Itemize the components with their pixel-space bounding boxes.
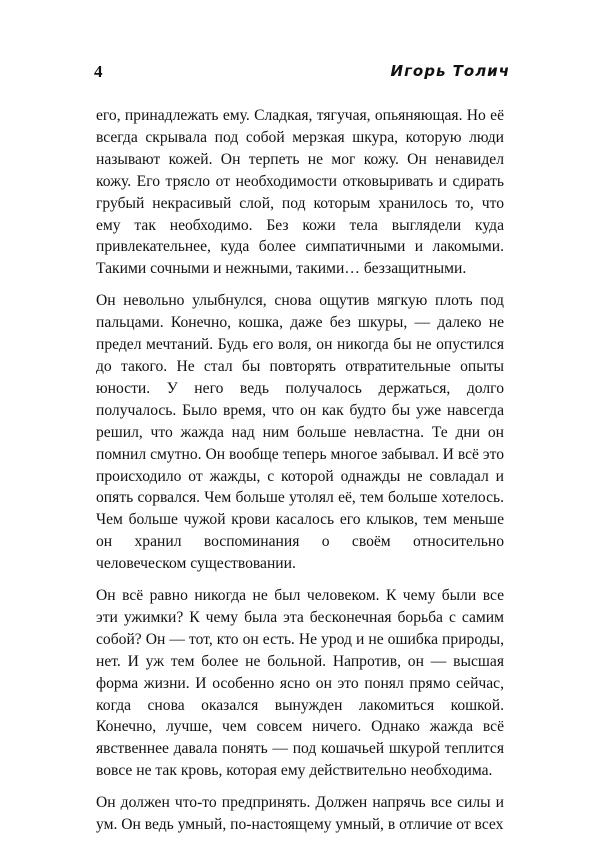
paragraph: Он всё равно никогда не был человеком. К чему были все эти ужимки? К чему была эта бесконечная борьба с самим собой? Он — тот, кто он есть. Не урод и не ошибка природы, нет. И уж тем более не больной. Напротив, он — высшая форма жизни. И особенно ясно он это понял прямо сейчас, когда снова оказался вынужден лакомиться кошкой. Конечно, лучше, чем совсем ничего. Однако жажда всё явственнее давала понять — под кошачьей шкурой теплится вовсе не так кровь, которая ему действительно необходима. xyxy=(96,587,504,780)
page-number: 4 xyxy=(94,62,103,81)
paragraph: Он невольно улыбнулся, снова ощутив мягкую плоть под пальцами. Конечно, кошка, даже без шкуры, — далеко не предел мечтаний. Будь его воля, он никогда бы не опустился до такого. Не стал бы повторять отвратительные опыты юности. У него ведь получалось держаться, долго получалось. Было время, что он как будто бы уже навсегда решил, что жажда над ним больше невластна. Те дни он помнил смутно. Он вообще теперь многое забывал. И всё это происходило от жажды, с которой однажды не совладал и опять сорвался. Чем больше утолял её, тем больше хотелось. Чем больше чужой крови касалось его клыков, тем меньше он хранил воспоминания о своём относительно человеческом существовании. xyxy=(96,292,504,573)
paragraph: Он должен что-то предпринять. Должен напрячь все силы и ум. Он ведь умный, по-настоящему умный, в отличие от всех xyxy=(96,794,504,834)
body-text xyxy=(96,105,504,846)
running-head-author: Игорь Толич xyxy=(390,62,510,80)
paragraph: его, принадлежать ему. Сладкая, тягучая, опьяняющая. Но её всегда скрывала под собой мерзкая шкура, которую люди называют кожей. Он терпеть не мог кожу. Он ненавидел кожу. Его трясло от необходимости отковыривать и сдирать грубый некрасивый слой, под которым хранилось то, что ему так необходимо. Без кожи тела выглядели куда привлекательнее, куда более симпатичными и лакомыми. Такими сочными и нежными, такими… беззащитными. xyxy=(96,107,504,278)
page-header xyxy=(94,62,510,86)
